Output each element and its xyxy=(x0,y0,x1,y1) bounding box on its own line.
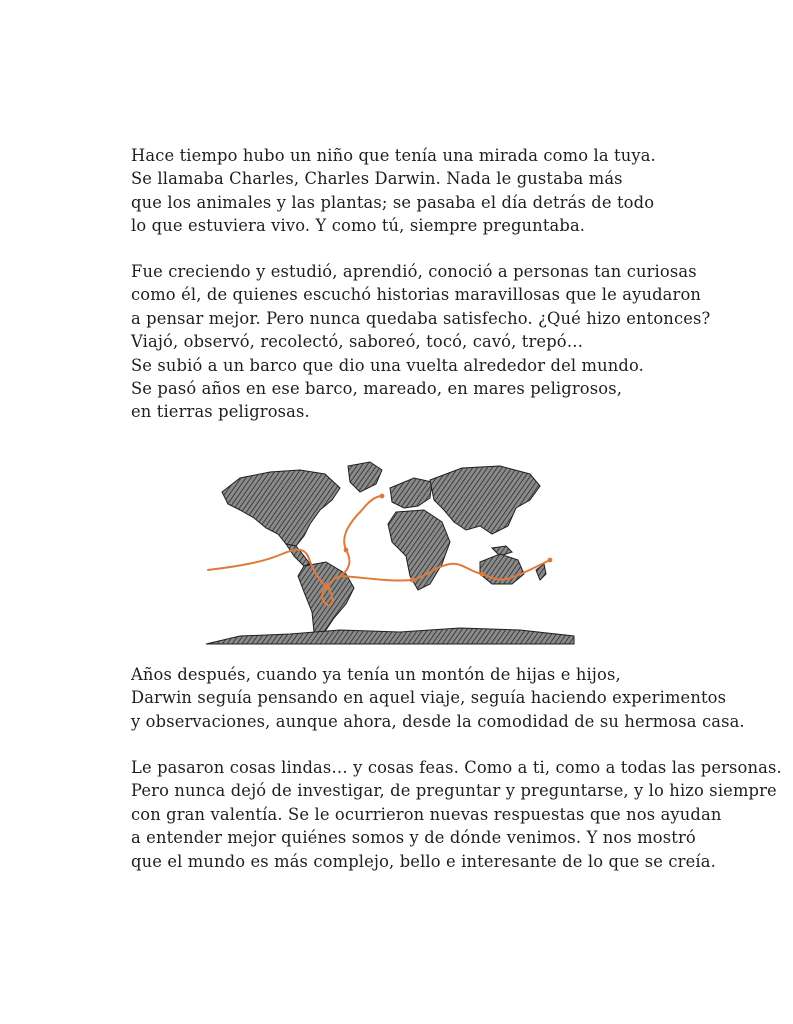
text-line: como él, de quienes escuchó historias maravillosas que le ayudaron xyxy=(131,285,702,305)
text-line: en tierras peligrosas. xyxy=(131,402,310,422)
text-line: Se pasó años en ese barco, mareado, en mares peligrosos, xyxy=(131,379,623,399)
text-line: Pero nunca dejó de investigar, de preguntar y preguntarse, y lo hizo siempre xyxy=(131,781,777,801)
paragraph-legacy xyxy=(131,756,782,873)
paragraph-childhood xyxy=(131,144,656,238)
text-line: a entender mejor quiénes somos y de dónde venimos. Y nos mostró xyxy=(131,828,696,848)
text-line: a pensar mejor. Pero nunca quedaba satisfecho. ¿Qué hizo entonces? xyxy=(131,308,711,328)
text-line: Años después, cuando ya tenía un montón de hijas e hijos, xyxy=(131,665,621,684)
text-line: y observaciones, aunque ahora, desde la comodidad de su hermosa casa. xyxy=(131,711,745,731)
text-line: Hace tiempo hubo un niño que tenía una mirada como la tuya. xyxy=(131,146,656,165)
text-line: que los animales y las plantas; se pasaba el día detrás de todo xyxy=(131,192,655,212)
text-line: con gran valentía. Se le ocurrieron nuevas respuestas que nos ayudan xyxy=(131,804,722,824)
paragraph-later-years xyxy=(131,663,745,733)
text-line: Fue creciendo y estudió, aprendió, conoció a personas tan curiosas xyxy=(131,262,697,281)
text-line: Se subió a un barco que dio una vuelta alrededor del mundo. xyxy=(131,355,644,375)
text-line: Le pasaron cosas lindas… y cosas feas. Como a ti, como a todas las personas. xyxy=(131,758,782,777)
paragraph-voyage xyxy=(131,260,710,424)
text-line: Viajó, observó, recolectó, saboreó, tocó, cavó, trepó… xyxy=(131,332,584,352)
world-map-voyage-illustration xyxy=(200,452,580,652)
text-line: que el mundo es más complejo, bello e interesante de lo que se creía. xyxy=(131,851,716,871)
continents xyxy=(206,462,574,644)
text-line: lo que estuviera vivo. Y como tú, siempre preguntaba. xyxy=(131,216,586,236)
text-line: Darwin seguía pensando en aquel viaje, seguía haciendo experimentos xyxy=(131,688,727,708)
text-line: Se llamaba Charles, Charles Darwin. Nada le gustaba más xyxy=(131,169,623,189)
